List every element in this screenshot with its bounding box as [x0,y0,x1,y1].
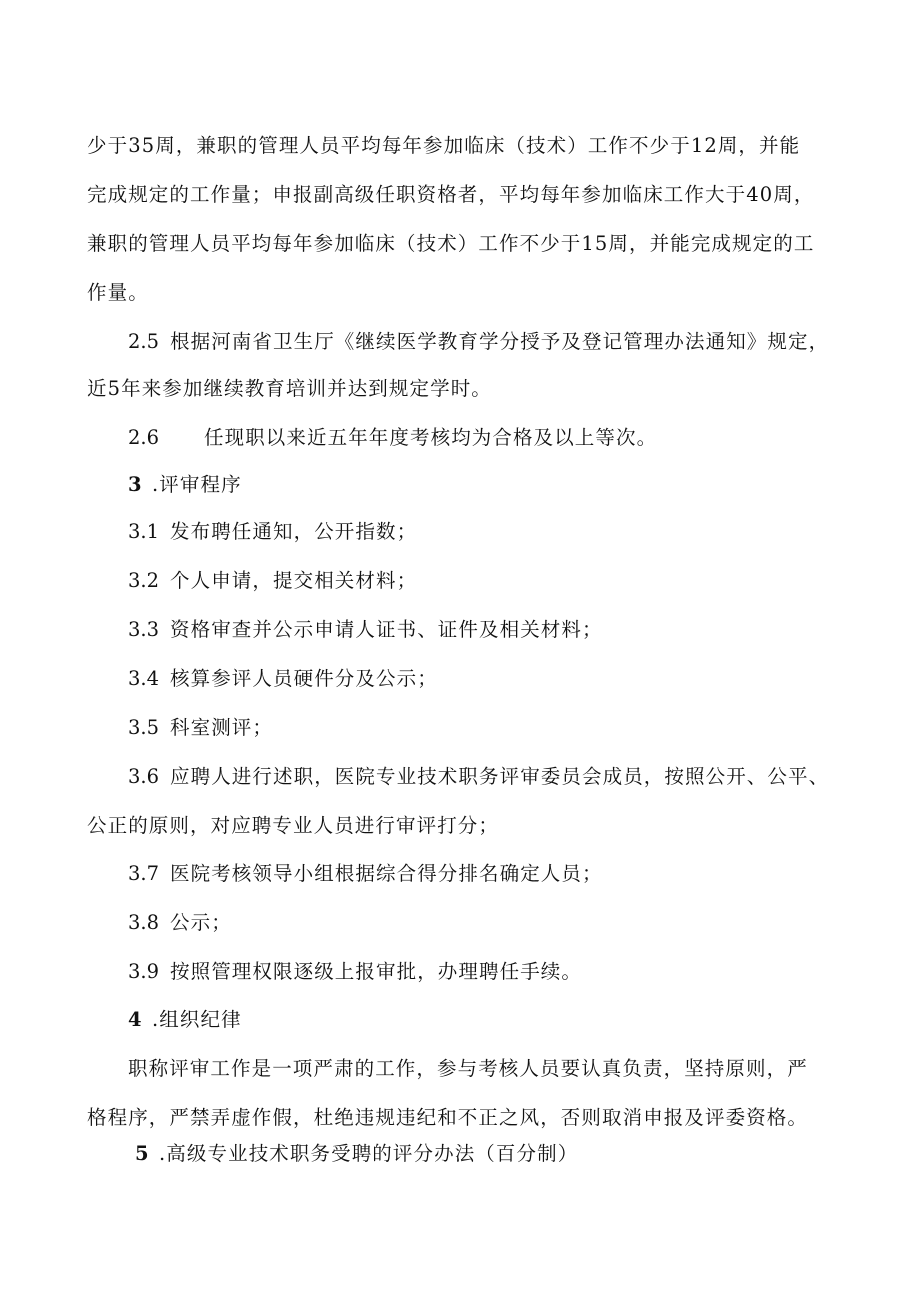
heading-number: 3 [128,473,142,496]
item-text: 公示； [170,911,232,934]
item-number: 3.9 [128,960,160,983]
section-heading-5 [135,1138,578,1166]
item-text: 按照管理权限逐级上报审批，办理聘任手续。 [170,960,583,983]
paragraph-line: 作量。 [87,281,149,304]
section-heading-4 [128,1004,242,1032]
list-item [128,614,603,642]
section-heading-3 [128,469,242,497]
list-item [128,956,582,984]
item-number: 3.5 [128,716,160,739]
list-item [128,761,829,789]
heading-text: .评审程序 [152,473,242,496]
item-2-5-continuation: 近5年来参加继续教育培训并达到规定学时。 [87,377,492,400]
item-2-5 [128,326,829,354]
item-text: 个人申请，提交相关材料； [170,569,418,592]
list-item [128,516,417,544]
item-2-6 [128,422,657,450]
item-number: 3.7 [128,862,160,885]
paragraph-line: 少于35周，兼职的管理人员平均每年参加临床（技术）工作不少于12周，并能 [87,134,801,157]
item-text: 资格审查并公示申请人证书、证件及相关材料； [170,618,603,641]
paragraph-line: 完成规定的工作量；申报副高级任职资格者，平均每年参加临床工作大于40周， [87,183,815,206]
list-item [128,565,417,593]
item-text: 核算参评人员硬件分及公示； [170,667,438,690]
item-number: 3.4 [128,667,160,690]
item-number: 3.8 [128,911,160,934]
item-number: 2.5 [128,330,160,353]
list-item [128,712,273,740]
item-text: 根据河南省卫生厅《继续医学教育学分授予及登记管理办法通知》规定， [170,330,830,353]
list-item [128,663,438,691]
item-text: 科室测评； [170,716,274,739]
item-number: 3.6 [128,765,160,788]
list-item [128,907,232,935]
paragraph-line: 职称评审工作是一项严肃的工作，参与考核人员要认真负责，坚持原则，严 [128,1057,808,1080]
item-text: 发布聘任通知，公开指数； [170,520,418,543]
paragraph-line: 兼职的管理人员平均每年参加临床（技术）工作不少于15周，并能完成规定的工 [87,232,815,255]
item-text: 医院考核领导小组根据综合得分排名确定人员； [170,862,603,885]
paragraph-line: 格程序，严禁弄虚作假，杜绝违规违纪和不正之风，否则取消申报及评委资格。 [87,1106,809,1129]
heading-number: 5 [135,1142,149,1165]
list-item-continuation: 公正的原则，对应聘专业人员进行审评打分； [87,814,500,837]
heading-number: 4 [128,1008,142,1031]
item-text: 任现职以来近五年年度考核均为合格及以上等次。 [204,426,658,449]
heading-text: .组织纪律 [152,1008,242,1031]
item-number: 3.2 [128,569,160,592]
heading-text: .高级专业技术职务受聘的评分办法（百分制） [159,1142,579,1165]
list-item [128,858,603,886]
item-number: 3.1 [128,520,160,543]
item-number: 2.6 [128,426,160,449]
item-text: 应聘人进行述职，医院专业技术职务评审委员会成员，按照公开、公平、 [170,765,830,788]
item-number: 3.3 [128,618,160,641]
